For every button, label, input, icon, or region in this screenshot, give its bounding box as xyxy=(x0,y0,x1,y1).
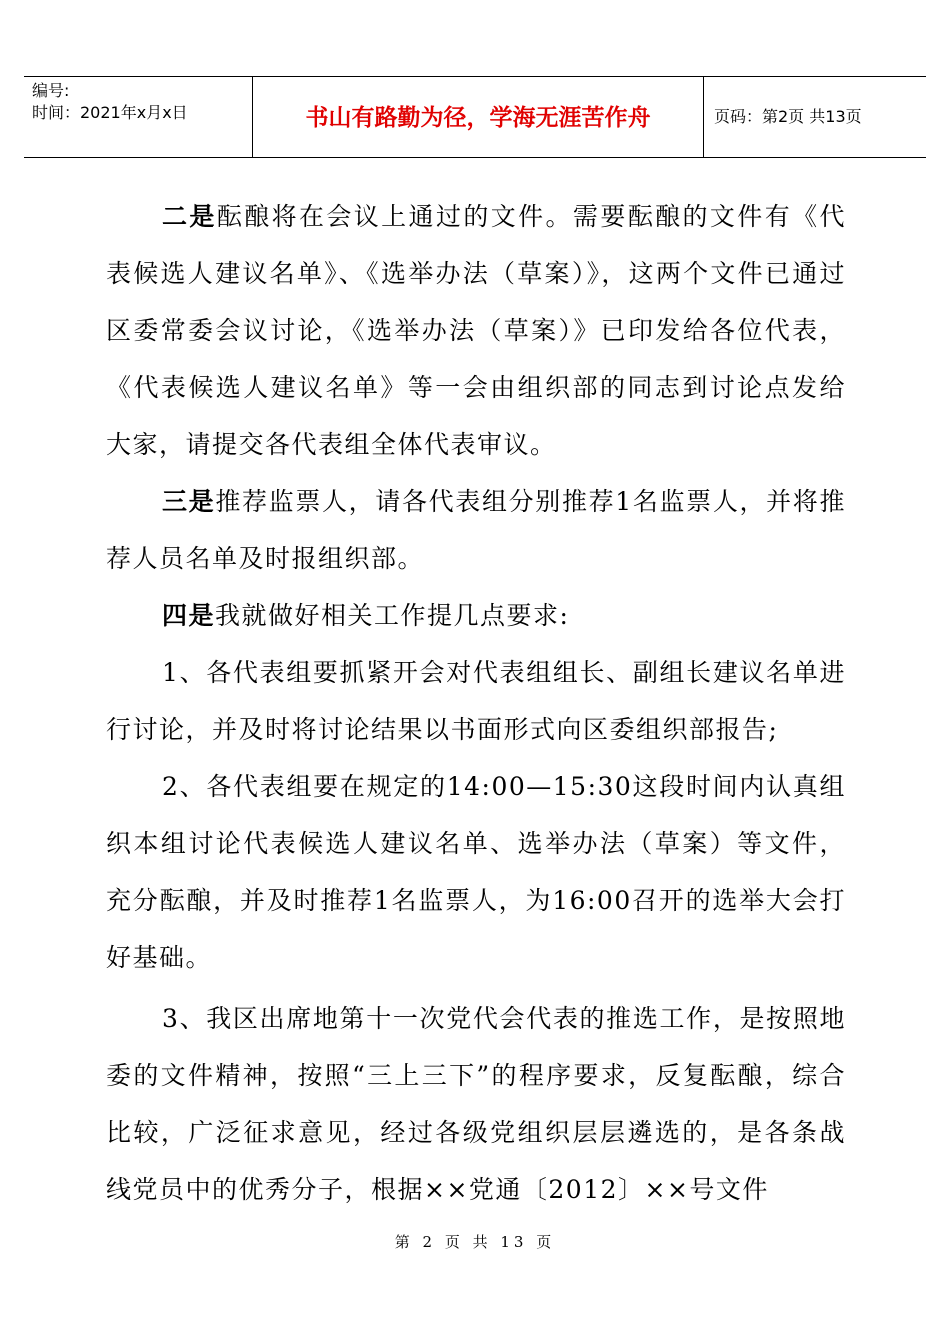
document-number-label: 编号: xyxy=(32,81,70,100)
requirement-1: 1、各代表组要抓紧开会对代表组组长、副组长建议名单进行讨论，并及时将讨论结果以书面形式向区委组织部报告; xyxy=(106,658,846,744)
page-header xyxy=(24,76,926,158)
paragraph-lead: 三是 xyxy=(162,487,216,516)
header-motto-cell xyxy=(252,77,704,157)
page-footer: 第 2 页 共 13 页 xyxy=(394,1233,556,1251)
document-body xyxy=(106,188,846,1218)
requirement-3: 3、我区出席地第十一次党代会代表的推选工作，是按照地委的文件精神，按照“三上三下”的程序要求，反复酝酿，综合比较，广泛征求意见，经过各级党组织层层遴选的，是各条战线党员中的优秀分子，根据××党通〔2012〕××号文件 xyxy=(106,1004,846,1204)
paragraph-lead: 二是 xyxy=(162,202,217,231)
paragraph-3 xyxy=(106,473,846,587)
header-page-cell xyxy=(704,77,926,157)
paragraph-text: 推荐监票人，请各代表组分别推荐1名监票人，并将推荐人员名单及时报组织部。 xyxy=(106,487,846,573)
header-page-info: 页码：第2页 共13页 xyxy=(714,107,862,126)
header-meta-cell xyxy=(24,77,252,157)
header-motto: 书山有路勤为径，学海无涯苦作舟 xyxy=(305,105,651,131)
requirement-2: 2、各代表组要在规定的14:00—15:30这段时间内认真组织本组讨论代表候选人建议名单、选举办法（草案）等文件，充分酝酿，并及时推荐1名监票人，为16:00召开的选举大会打好基础。 xyxy=(106,772,846,972)
paragraph-text: 我就做好相关工作提几点要求: xyxy=(215,601,570,630)
document-time-label: 时间：2021年x月x日 xyxy=(32,103,188,122)
paragraph-4 xyxy=(106,587,846,644)
paragraph-2 xyxy=(106,188,846,473)
paragraph-text: 酝酿将在会议上通过的文件。需要酝酿的文件有《代表候选人建议名单》、《选举办法（草案）》，这两个文件已通过区委常委会议讨论，《选举办法（草案）》已印发给各位代表，《代表候选人建议名单》等一会由组织部的同志到讨论点发给大家，请提交各代表组全体代表审议。 xyxy=(106,202,846,459)
paragraph-lead: 四是 xyxy=(162,601,216,630)
